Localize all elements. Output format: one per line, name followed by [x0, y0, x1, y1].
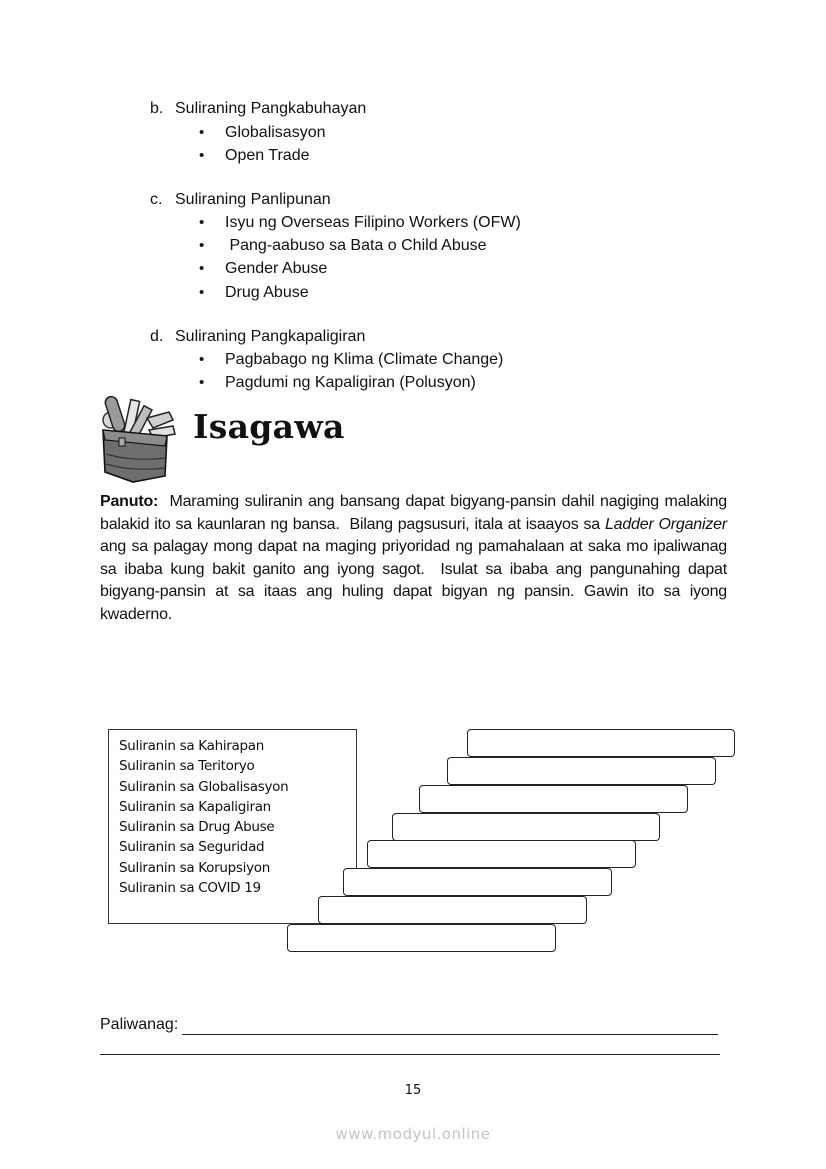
section-letter: d.	[150, 328, 164, 345]
explanation-line-1[interactable]	[182, 1034, 718, 1035]
list-item: • Gender Abuse	[199, 260, 328, 277]
section-letter: c.	[150, 191, 163, 208]
choice-item: Suliranin sa Drug Abuse	[119, 819, 275, 836]
section-title: Suliraning Pangkabuhayan	[175, 100, 367, 117]
section-c-heading	[150, 191, 331, 209]
bullet-icon: •	[199, 214, 205, 231]
section-d-heading	[150, 328, 365, 346]
list-item: • Isyu ng Overseas Filipino Workers (OFW)	[199, 214, 521, 231]
toolbox-icon	[97, 392, 181, 484]
explanation-label: Paliwanag:	[100, 1016, 179, 1033]
choice-item: Suliranin sa Globalisasyon	[119, 778, 289, 795]
list-item: • Globalisasyon	[199, 124, 326, 141]
ladder-rung-2[interactable]	[318, 896, 587, 924]
bullet-icon: •	[199, 351, 205, 368]
choices-list	[109, 730, 356, 898]
bullet-icon: •	[199, 147, 205, 164]
list-item: • Pang-aabuso sa Bata o Child Abuse	[199, 237, 487, 254]
list-item: • Pagbabago ng Klima (Climate Change)	[199, 351, 504, 368]
section-title: Suliraning Panlipunan	[175, 191, 331, 208]
list-item: • Open Trade	[199, 147, 310, 164]
section-letter: b.	[150, 100, 164, 117]
page-number: 15	[404, 1083, 422, 1098]
choices-box	[108, 729, 357, 924]
ladder-rung-3[interactable]	[343, 868, 612, 896]
ladder-rung-1[interactable]	[287, 924, 556, 952]
list-item: • Drug Abuse	[199, 284, 309, 301]
bullet-icon: •	[199, 374, 205, 391]
ladder-rung-5[interactable]	[392, 813, 660, 841]
ladder-organizer-term: Ladder Organizer	[604, 515, 727, 533]
bullet-icon: •	[199, 260, 205, 277]
watermark: www.modyul.online	[335, 1125, 491, 1143]
ladder-rung-7[interactable]	[447, 757, 716, 785]
ladder-rung-6[interactable]	[419, 785, 688, 813]
section-title: Suliraning Pangkapaligiran	[175, 328, 366, 345]
ladder-rung-8[interactable]	[467, 729, 735, 757]
activity-title: Isagawa	[193, 407, 345, 446]
explanation-line-2[interactable]	[100, 1054, 720, 1055]
choice-item: Suliranin sa Kapaligiran	[119, 798, 271, 815]
instructions-label: Panuto:	[100, 493, 159, 510]
bullet-icon: •	[199, 284, 205, 301]
choice-item: Suliranin sa Kahirapan	[119, 738, 265, 754]
choice-item: Suliranin sa Seguridad	[119, 839, 265, 856]
choice-item: Suliranin sa Teritoryo	[119, 758, 255, 775]
choice-item: Suliranin sa Korupsiyon	[119, 859, 271, 876]
bullet-icon: •	[199, 124, 205, 141]
instructions-paragraph: Panuto: Maraming suliranin ang bansang dapat bigyang-pansin dahil nagiging malaking balakid ito sa kaunlaran ng bansa. Bilang pagsusuri, itala at isaayos sa Ladder Organizer ang sa palagay mong dapat na maging priyoridad ng pamahalaan at saka mo ipaliwanag sa ibaba kung bakit ganito ang iyong sagot. Isulat sa ibaba ang pangunahing dapat bigyang-pansin at sa itaas ang huling dapat bigyan ng pansin. Gawin ito sa iyong kwaderno.	[100, 493, 736, 623]
bullet-icon: •	[199, 237, 205, 254]
choice-item: Suliranin sa COVID 19	[119, 880, 261, 897]
section-b-heading	[150, 100, 366, 118]
list-item: • Pagdumi ng Kapaligiran (Polusyon)	[199, 374, 476, 391]
ladder-rung-4[interactable]	[367, 840, 636, 868]
